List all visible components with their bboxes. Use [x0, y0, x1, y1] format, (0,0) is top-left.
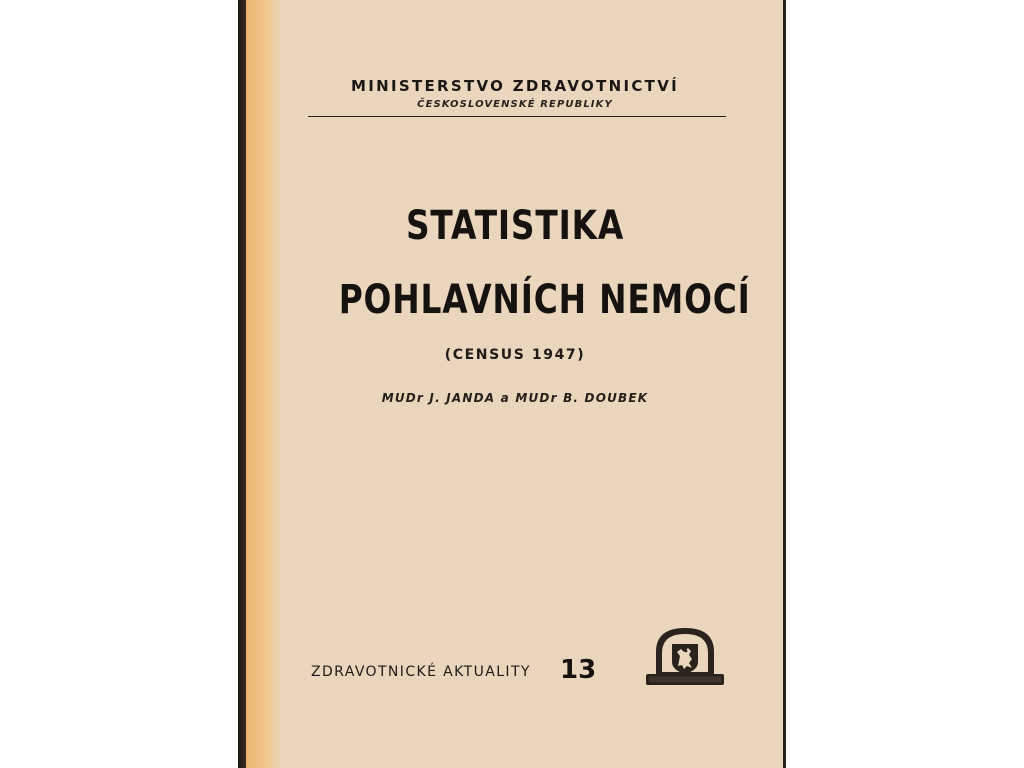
title-line-1: STATISTIKA: [405, 203, 625, 249]
header-divider: [308, 116, 726, 117]
left-edge-shadow: [238, 0, 246, 768]
ministry-subtitle: ČESKOSLOVENSKÉ REPUBLIKY: [417, 99, 613, 110]
ministry-name: MINISTERSTVO ZDRAVOTNICTVÍ: [351, 77, 679, 95]
right-edge-border: [783, 0, 786, 768]
czech-lion-emblem-icon: [642, 622, 728, 692]
title-line-2: POHLAVNÍCH NEMOCÍ: [338, 277, 751, 323]
faded-spine-strip: [246, 0, 280, 768]
authors: MUDr J. JANDA a MUDr B. DOUBEK: [381, 391, 649, 405]
series-name: ZDRAVOTNICKÉ AKTUALITY: [311, 664, 531, 680]
series-number: 13: [560, 655, 597, 685]
census-subtitle: (CENSUS 1947): [444, 347, 586, 363]
